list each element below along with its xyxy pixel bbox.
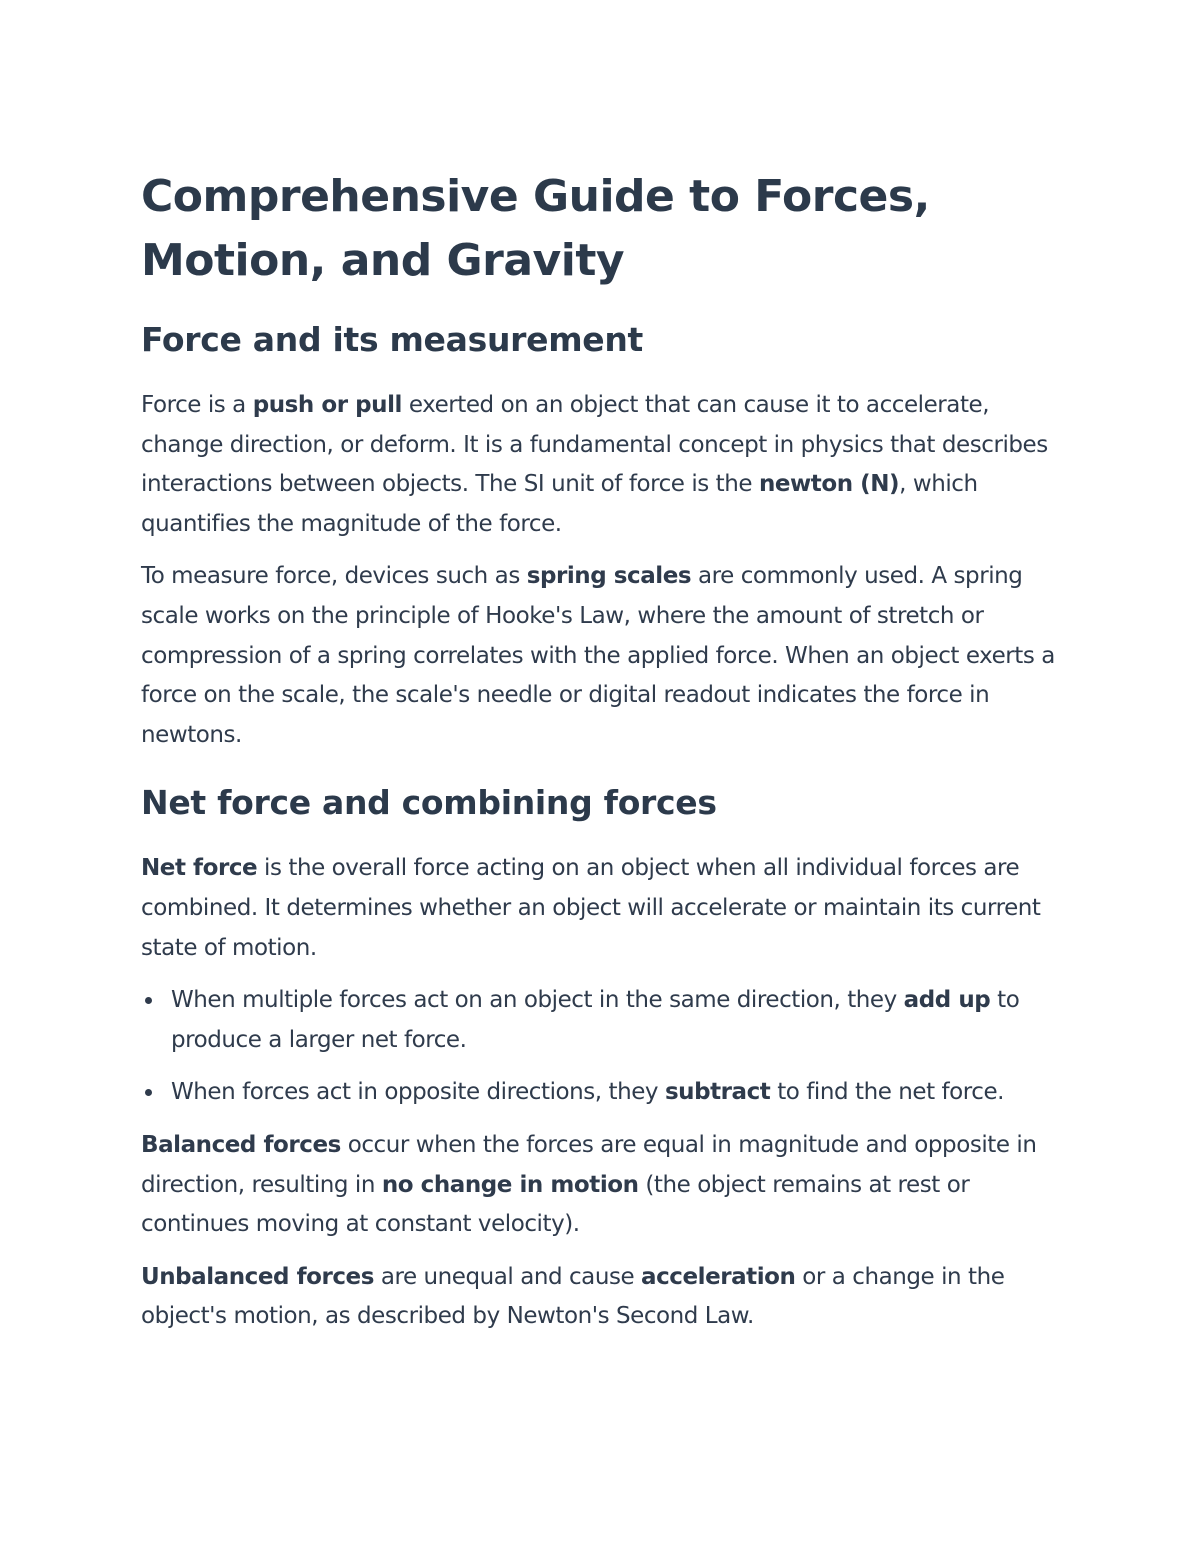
text-span: , which quantifies the magnitude of the force. bbox=[141, 471, 978, 537]
text-span: (the object remains at rest or continues moving at constant velocity). bbox=[141, 1171, 970, 1238]
text-span: is the overall force acting on an object when all individual forces are combined. It determines whether an object will accelerate or maintain its current state of motion. bbox=[141, 855, 1041, 961]
bold-term: Balanced forces bbox=[141, 1131, 341, 1158]
paragraph-balanced-forces bbox=[141, 1126, 1071, 1245]
bullet-icon bbox=[145, 1089, 152, 1096]
bullet-icon bbox=[145, 997, 152, 1004]
section-heading-net-force: Net force and combining forces bbox=[141, 783, 717, 823]
bold-term: subtract bbox=[664, 1079, 771, 1106]
bullet-list bbox=[141, 981, 1071, 1113]
text-span: to produce a larger net force. bbox=[171, 987, 1020, 1053]
bold-term: spring scales bbox=[526, 563, 692, 590]
bold-term: no change in motion bbox=[381, 1171, 639, 1198]
section-heading-force-measurement: Force and its measurement bbox=[141, 320, 644, 359]
bold-term: Unbalanced forces bbox=[141, 1263, 374, 1290]
bold-term: Net force bbox=[141, 855, 258, 882]
text-span: to find the net force. bbox=[770, 1079, 1005, 1106]
document-title: Comprehensive Guide to Forces, Motion, and Gravity bbox=[141, 171, 930, 286]
text-span: are unequal and cause bbox=[373, 1263, 642, 1290]
bold-term: push or pull bbox=[252, 392, 402, 418]
text-span: Force is a bbox=[141, 392, 253, 418]
document-page bbox=[141, 165, 1071, 1337]
paragraph-unbalanced-forces bbox=[141, 1258, 1071, 1337]
text-span: exerted on an object that can cause it to accelerate, change direction, or deform. It is a fundamental concept in physics that describes interactions between objects. The SI unit of force is the bbox=[141, 392, 1048, 498]
paragraph-net-force bbox=[141, 849, 1071, 968]
text-span: are commonly used. A spring scale works on the principle of Hooke's Law, where the amount of stretch or compression of a spring correlates with the applied force. When an object exerts a force on the scale, the scale's needle or digital readout indicates the force in newtons. bbox=[141, 563, 1055, 748]
paragraph-force-definition bbox=[141, 386, 1071, 544]
bold-term: newton (N) bbox=[758, 471, 900, 498]
bold-term: add up bbox=[903, 987, 991, 1014]
text-span: When multiple forces act on an object in the same direction, they bbox=[171, 987, 904, 1014]
text-span: or a change in the object's motion, as described by Newton's Second Law. bbox=[141, 1263, 1005, 1330]
list-item bbox=[141, 981, 1071, 1060]
text-span: When forces act in opposite directions, they bbox=[171, 1079, 665, 1106]
text-span: To measure force, devices such as bbox=[141, 563, 527, 590]
bold-term: acceleration bbox=[641, 1263, 796, 1290]
paragraph-spring-scales bbox=[141, 557, 1071, 755]
text-span: occur when the forces are equal in magnitude and opposite in direction, resulting in bbox=[141, 1131, 1037, 1198]
list-item bbox=[141, 1073, 1071, 1113]
